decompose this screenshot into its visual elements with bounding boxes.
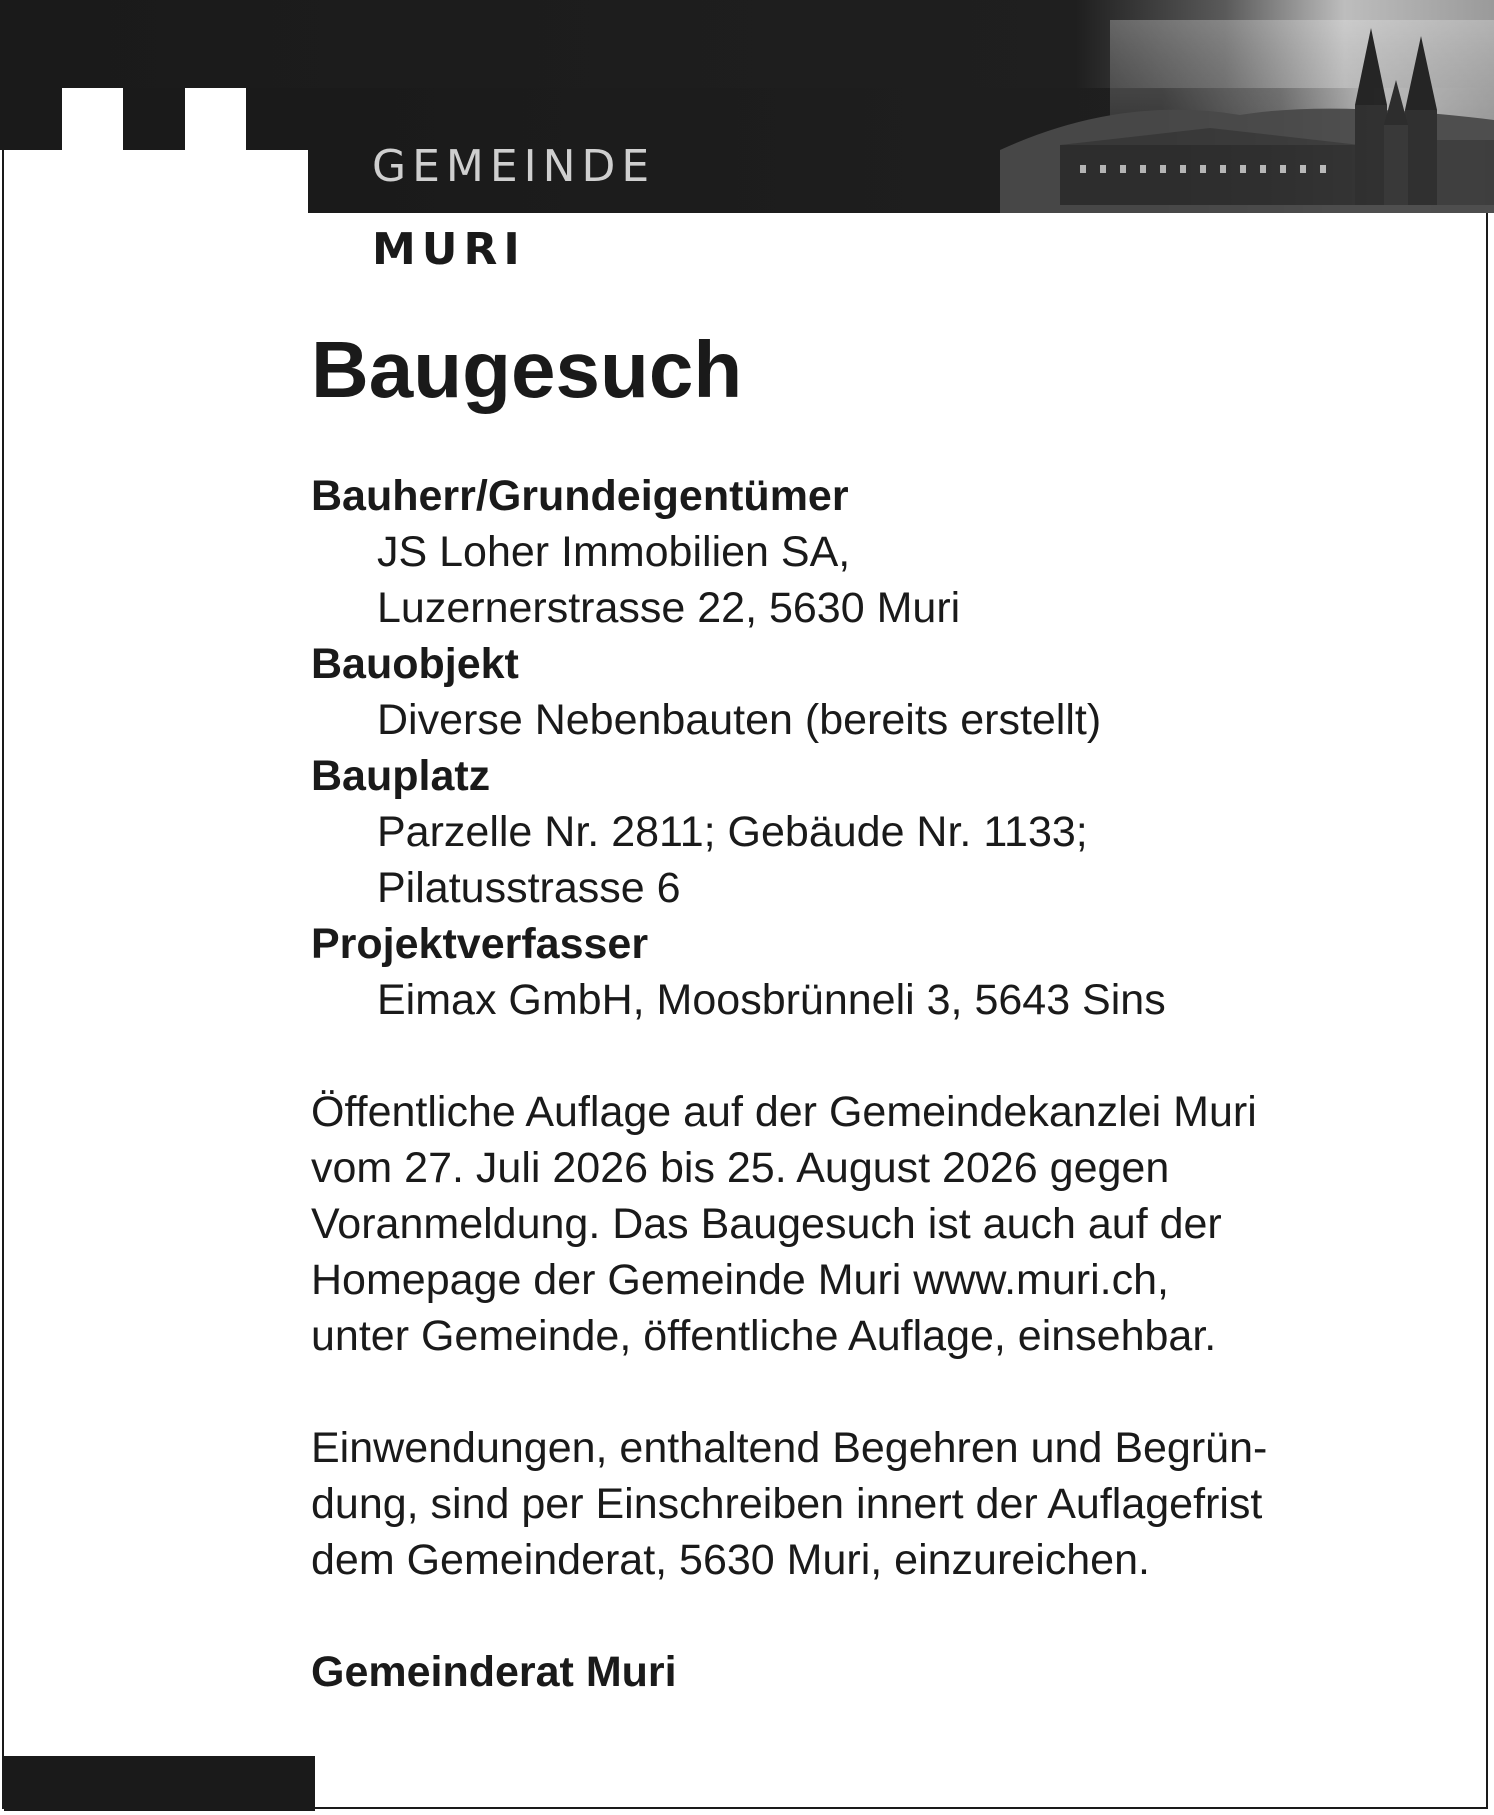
field-value: Luzernerstrasse 22, 5630 Muri [377, 584, 961, 632]
field-builder [311, 468, 1461, 636]
field-value: Diverse Nebenbauten (bereits erstellt) [377, 696, 1102, 744]
paragraph-line: Einwendungen, enthaltend Begehren und Begrün- [311, 1424, 1268, 1472]
bottom-left-bar [4, 1756, 315, 1811]
page-title: Baugesuch [311, 325, 743, 414]
header-gemeinde: GEMEINDE [372, 141, 656, 192]
paragraph-line: Öffentliche Auflage auf der Gemeindekanzlei Muri [311, 1088, 1257, 1136]
field-label: Bauherr/Grundeigentümer [311, 472, 849, 520]
paragraph-line: Homepage der Gemeinde Muri www.muri.ch, [311, 1256, 1169, 1304]
paragraph-line: Voranmeldung. Das Baugesuch ist auch auf der [311, 1200, 1222, 1248]
paragraph-line: dung, sind per Einschreiben innert der Auflagefrist [311, 1480, 1263, 1528]
paragraph-line: dem Gemeinderat, 5630 Muri, einzureichen. [311, 1536, 1150, 1584]
field-label: Projektverfasser [311, 920, 649, 968]
signature: Gemeinderat Muri [311, 1648, 677, 1696]
field-value: Pilatusstrasse 6 [377, 864, 681, 912]
paragraph-line: unter Gemeinde, öffentliche Auflage, einsehbar. [311, 1312, 1217, 1360]
paragraph-objections [311, 1420, 1461, 1588]
field-value: JS Loher Immobilien SA, [377, 528, 851, 576]
paragraph-line: vom 27. Juli 2026 bis 25. August 2026 gegen [311, 1144, 1170, 1192]
notice-content [311, 325, 1461, 1700]
field-label: Bauobjekt [311, 640, 519, 688]
header-muri: MURI [372, 224, 526, 275]
field-site [311, 748, 1461, 916]
field-value: Parzelle Nr. 2811; Gebäude Nr. 1133; [377, 808, 1088, 856]
field-value: Eimax GmbH, Moosbrünneli 3, 5643 Sins [377, 976, 1166, 1024]
header-banner [0, 0, 1494, 213]
paragraph-public-display [311, 1084, 1461, 1364]
field-object [311, 636, 1461, 748]
field-author [311, 916, 1461, 1028]
field-label: Bauplatz [311, 752, 491, 800]
